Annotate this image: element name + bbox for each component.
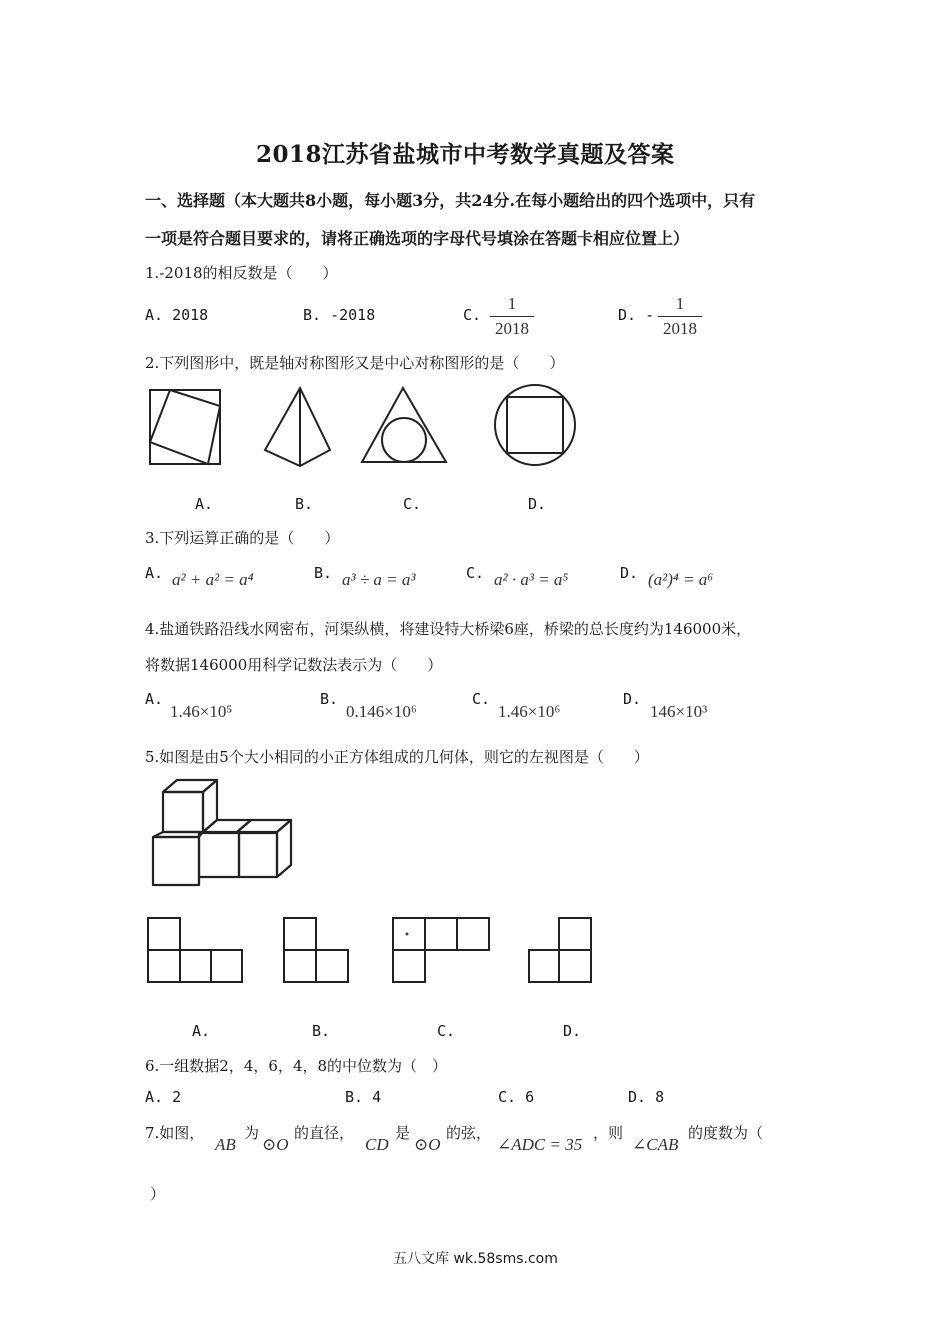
q2-figure-a: [150, 390, 220, 464]
q3-option-c-expr: a² · a³ = a⁵: [494, 570, 569, 589]
question-7-part6: ，则: [593, 1124, 624, 1142]
q2-figures: [140, 380, 610, 475]
q6-option-a: A. 2: [145, 1088, 182, 1106]
q3-option-a-expr: a² + a² = a⁴: [172, 570, 254, 589]
q7-angle-cab: ∠CAB: [632, 1135, 679, 1154]
q2-figure-b: [265, 388, 330, 466]
q4-option-a-label: A.: [145, 690, 164, 708]
q7-circle-o-1: ⊙O: [262, 1135, 289, 1154]
q2-label-d: D.: [528, 495, 547, 513]
question-5-text: 5.如图是由5个大小相同的小正方体组成的几何体，则它的左视图是（ ）: [145, 748, 649, 766]
question-7-part3: 的直径，: [294, 1124, 355, 1142]
q3-option-c-label: C.: [466, 564, 485, 582]
q5-label-d: D.: [563, 1022, 582, 1040]
question-3-text: 3.下列运算正确的是（ ）: [145, 529, 340, 547]
q1-d-denominator: 2018: [663, 319, 697, 338]
question-2-text: 2.下列图形中，既是轴对称图形又是中心对称图形的是（ ）: [145, 354, 565, 372]
q2-figure-d: [495, 385, 575, 465]
question-1-text: 1.-2018的相反数是（ ）: [145, 264, 338, 282]
question-7-part1: 7.如图，: [145, 1124, 205, 1142]
q5-view-c-dot: [406, 933, 409, 936]
q1-c-denominator: 2018: [495, 319, 529, 338]
q3-option-b-expr: a³ ÷ a = a³: [342, 570, 416, 589]
q7-angle-adc: ∠ADC = 35: [497, 1135, 583, 1154]
q2-label-b: B.: [295, 495, 314, 513]
q1-option-a: A. 2018: [145, 306, 209, 324]
q7-ab: AB: [215, 1135, 236, 1154]
q4-option-b-label: B.: [320, 690, 339, 708]
question-4-line2: 将数据146000用科学记数法表示为（ ）: [145, 656, 443, 674]
q5-view-b: [284, 918, 348, 982]
q4-option-d-expr: 146×10³: [650, 702, 708, 721]
question-7-part5: 的弦，: [446, 1124, 492, 1142]
q7-circle-o-2: ⊙O: [414, 1135, 441, 1154]
q1-c-numerator: 1: [490, 294, 534, 317]
q5-view-a: [148, 918, 242, 982]
q5-cube-solid: [145, 775, 305, 895]
q3-option-b-label: B.: [314, 564, 333, 582]
q5-view-options-abc: [145, 912, 505, 987]
question-7-close: ）: [150, 1185, 166, 1203]
question-7-part4: 是: [395, 1124, 411, 1142]
q4-option-a-expr: 1.46×10⁵: [170, 702, 233, 721]
q5-label-c: C.: [437, 1022, 456, 1040]
q5-label-b: B.: [312, 1022, 331, 1040]
q1-option-b: B. -2018: [303, 306, 376, 324]
q4-option-c-expr: 1.46×10⁶: [498, 702, 561, 721]
question-7-part2: 为: [244, 1124, 260, 1142]
section-heading-line2: 一项是符合题目要求的，请将正确选项的字母代号填涂在答题卡相应位置上）: [145, 229, 690, 248]
q1-option-d-label: D. -: [618, 306, 655, 324]
question-7-part7: 的度数为（: [688, 1124, 764, 1142]
section-heading-line1: 一、选择题（本大题共8小题，每小题3分，共24分.在每小题给出的四个选项中，只有: [145, 191, 756, 210]
q4-option-b-expr: 0.146×10⁶: [346, 702, 417, 721]
q1-option-c-fraction: [490, 294, 534, 339]
q3-option-d-label: D.: [620, 564, 639, 582]
q1-option-d-fraction: [658, 294, 702, 339]
question-6-text: 6.一组数据2，4，6，4，8的中位数为（ ）: [145, 1057, 448, 1075]
q2-label-a: A.: [195, 495, 214, 513]
q1-d-numerator: 1: [658, 294, 702, 317]
question-4-line1: 4.盐通铁路沿线水网密布，河渠纵横，将建设特大桥梁6座，桥梁的总长度约为146000米，: [145, 620, 752, 638]
q5-view-option-d: [525, 912, 595, 987]
q4-option-c-label: C.: [472, 690, 491, 708]
q1-option-c-label: C.: [463, 306, 482, 324]
q5-view-c: [393, 918, 489, 982]
q2-figure-c: [362, 388, 446, 462]
page-title: 2018江苏省盐城市中考数学真题及答案: [256, 141, 675, 168]
q6-option-b: B. 4: [345, 1088, 382, 1106]
q4-option-d-label: D.: [623, 690, 642, 708]
q6-option-d: D. 8: [628, 1088, 665, 1106]
q3-option-d-expr: (a²)⁴ = a⁶: [648, 570, 714, 589]
footer-watermark: 五八文库 wk.58sms.com: [393, 1251, 558, 1267]
q5-label-a: A.: [192, 1022, 211, 1040]
q2-label-c: C.: [403, 495, 422, 513]
q6-option-c: C. 6: [498, 1088, 535, 1106]
q7-cd: CD: [365, 1135, 389, 1154]
q3-option-a-label: A.: [145, 564, 164, 582]
